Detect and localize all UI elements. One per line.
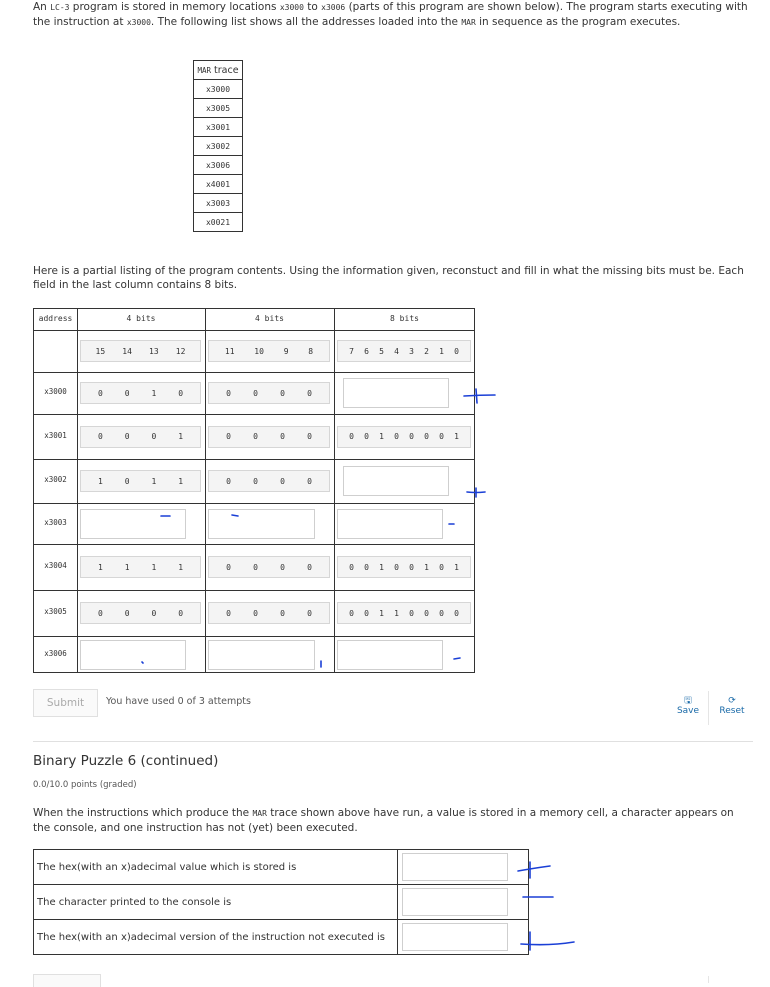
- bit-value: 0: [226, 562, 231, 572]
- divider: [708, 691, 709, 725]
- save-button[interactable]: [676, 696, 700, 716]
- question-not-executed: The hex(with an x)adecimal version of the instruction not executed is: [34, 920, 398, 955]
- lc3-label: LC-3: [50, 3, 70, 12]
- bit-value: 0: [439, 608, 444, 618]
- low-bits-input[interactable]: [337, 509, 443, 539]
- mar-trace-row: [194, 175, 243, 194]
- bit-value: 0: [280, 432, 285, 441]
- bit-value: 0: [151, 432, 157, 441]
- row-address: x3000: [44, 387, 67, 396]
- row-address: x3003: [44, 517, 67, 527]
- opcode-bits-input[interactable]: [80, 640, 186, 670]
- header-address: address: [38, 314, 73, 323]
- attempts-counter: You have used 0 of 3 attempts: [106, 696, 251, 707]
- bit-value: 8: [308, 346, 314, 356]
- bit-value: 1: [97, 562, 103, 572]
- bit-value: 15: [95, 346, 106, 356]
- mar-address: x0021: [194, 213, 243, 232]
- grid-divider: [34, 414, 474, 415]
- divider: [708, 976, 709, 983]
- bit-value: 0: [439, 432, 444, 441]
- bit-value: 0: [307, 608, 312, 618]
- bit-value: 1: [178, 562, 184, 572]
- bit-value: 0: [394, 432, 399, 441]
- grid-divider: [77, 309, 78, 672]
- bit-value: 1: [454, 432, 459, 441]
- question-row: [34, 920, 529, 955]
- mid-bits-input[interactable]: [208, 640, 315, 670]
- mar-address: x3003: [194, 194, 243, 213]
- not-executed-input[interactable]: [402, 923, 508, 951]
- opcode-bits: [80, 382, 201, 404]
- grid-divider: [34, 544, 474, 545]
- bit-value: 0: [226, 476, 231, 486]
- opcode-bits-input[interactable]: [80, 509, 186, 539]
- bit-value: 13: [149, 346, 159, 356]
- grid-divider: [34, 330, 474, 331]
- bit-positions-low: [337, 340, 471, 362]
- bit-value: 5: [379, 346, 384, 356]
- header-4bits-high: 4 bits: [126, 314, 156, 323]
- mar-trace-row: [194, 118, 243, 137]
- bit-value: 0: [424, 432, 429, 441]
- mar-trace-row: [194, 137, 243, 156]
- bit-value: 0: [439, 562, 444, 572]
- row-address: x3004: [44, 561, 67, 570]
- points-label: 0.0/10.0 points (graded): [33, 780, 137, 790]
- opcode-bits: [80, 470, 201, 492]
- mar-trace-row: [194, 80, 243, 99]
- submit-button[interactable]: Submit: [33, 689, 98, 717]
- end-address: x3006: [321, 3, 346, 12]
- mar-label: MAR: [252, 809, 267, 818]
- bit-value: 1: [151, 476, 157, 486]
- bit-value: 0: [307, 388, 312, 398]
- bit-value: 0: [124, 388, 130, 398]
- bit-value: 1: [151, 562, 157, 572]
- question-row: [34, 885, 529, 920]
- bit-value: 0: [253, 432, 258, 441]
- opcode-bits: [80, 602, 201, 624]
- bit-value: 0: [409, 608, 414, 618]
- mid-bits: [208, 382, 330, 404]
- bit-value: 0: [364, 608, 369, 618]
- low-bits: [337, 556, 471, 578]
- mar-address: x3002: [194, 137, 243, 156]
- mar-trace-row: [194, 213, 243, 232]
- bit-value: 14: [122, 346, 132, 356]
- bit-value: 0: [349, 432, 354, 441]
- bit-value: 0: [394, 562, 399, 572]
- bit-value: 0: [151, 608, 157, 618]
- bit-value: 0: [280, 608, 285, 618]
- bit-value: 0: [178, 608, 184, 618]
- bit-value: 0: [253, 388, 258, 398]
- bit-value: 3: [409, 346, 414, 356]
- bit-value: 0: [280, 562, 285, 572]
- question-stored-value: The hex(with an x)adecimal value which is stored is: [34, 850, 398, 885]
- stored-value-input[interactable]: [402, 853, 508, 881]
- save-label: Save: [676, 706, 700, 716]
- bit-value: 1: [454, 562, 459, 572]
- bit-value: 0: [454, 608, 459, 618]
- partial-listing-text: Here is a partial listing of the program contents. Using the information given, reconstuct and fill in what the missing bits must be. Each field in the last column contains 8 bits.: [33, 265, 744, 291]
- bit-value: 6: [364, 346, 369, 356]
- bit-value: 0: [97, 608, 103, 618]
- grid-divider: [34, 372, 474, 373]
- bit-value: 0: [253, 562, 258, 572]
- first-instruction-address: x3000: [126, 18, 151, 27]
- bit-positions-mid: [208, 340, 330, 362]
- bit-value: 1: [439, 346, 444, 356]
- bit-value: 0: [364, 432, 369, 441]
- bit-value: 11: [224, 346, 235, 356]
- bit-value: 2: [424, 346, 429, 356]
- intro-paragraph: An LC-3 program is stored in memory locations x3000 to x3006 (parts of this program are shown below). The program starts executing with the instruction at x3000. The following list shows all the addresses loaded into the MAR in sequence as the program executes.: [33, 1, 748, 28]
- bit-value: 0: [124, 432, 130, 441]
- save-icon: 🖫: [684, 696, 692, 706]
- mid-bits: [208, 470, 330, 492]
- header-8bits: 8 bits: [390, 314, 419, 323]
- mar-address: x3000: [194, 80, 243, 99]
- row-address: x3006: [44, 648, 67, 658]
- bit-value: 0: [97, 388, 103, 398]
- bit-value: 12: [175, 346, 186, 356]
- bit-value: 0: [280, 476, 285, 486]
- bit-value: 0: [280, 388, 285, 398]
- bit-value: 0: [349, 608, 354, 618]
- mid-bits: [208, 556, 330, 578]
- reset-label: Reset: [719, 706, 745, 716]
- program-grid: [33, 308, 475, 673]
- mid-bits-input[interactable]: [208, 509, 315, 539]
- mid-bits: [208, 426, 330, 448]
- low-bits-input[interactable]: [337, 640, 443, 670]
- bit-value: 0: [307, 562, 312, 572]
- bit-value: 0: [178, 388, 184, 398]
- bit-value: 1: [379, 562, 384, 572]
- grid-divider: [334, 309, 335, 672]
- grid-divider: [34, 636, 474, 637]
- grid-divider: [34, 590, 474, 591]
- submit-button-2[interactable]: [33, 974, 101, 987]
- mar-trace-header: MAR trace: [194, 61, 243, 80]
- bit-value: 1: [379, 432, 384, 441]
- bit-value: 0: [226, 432, 231, 441]
- bit-value: 1: [379, 608, 384, 618]
- mar-trace-table: [193, 60, 243, 232]
- row-address: x3002: [44, 475, 67, 484]
- bit-value: 1: [124, 562, 130, 572]
- section-divider: [33, 741, 753, 742]
- low-bits: [337, 426, 471, 448]
- mar-address: x3006: [194, 156, 243, 175]
- grid-divider: [34, 459, 474, 460]
- bit-value: 0: [349, 562, 354, 572]
- low-bits-input[interactable]: [343, 466, 449, 496]
- mar-trace-row: [194, 99, 243, 118]
- bit-value: 0: [409, 562, 414, 572]
- bit-value: 7: [349, 346, 354, 356]
- bit-value: 0: [307, 432, 312, 441]
- row-address: x3001: [44, 430, 67, 440]
- row-address: x3005: [44, 607, 67, 616]
- grid-divider: [34, 503, 474, 504]
- bit-value: 0: [124, 608, 130, 618]
- question-row: [34, 850, 529, 885]
- bit-value: 1: [178, 476, 184, 486]
- mar-address: x3001: [194, 118, 243, 137]
- mar-address: x4001: [194, 175, 243, 194]
- mid-bits: [208, 602, 330, 624]
- mar-address: x3005: [194, 99, 243, 118]
- bit-value: 1: [424, 562, 429, 572]
- bit-value: 1: [394, 608, 399, 618]
- bit-value: 0: [409, 432, 414, 441]
- questions-table: [33, 849, 529, 955]
- bit-value: 0: [124, 476, 130, 486]
- mar-label: MAR: [461, 18, 476, 27]
- reset-icon: ⟳: [728, 696, 736, 706]
- bit-value: 0: [97, 432, 103, 441]
- grid-divider: [205, 309, 206, 672]
- printed-char-input[interactable]: [402, 888, 508, 916]
- bit-value: 4: [394, 346, 399, 356]
- opcode-bits: [80, 426, 201, 448]
- bit-value: 0: [253, 476, 258, 486]
- header-4bits-mid: 4 bits: [255, 314, 284, 323]
- low-bits: [337, 602, 471, 624]
- mar-trace-row: [194, 156, 243, 175]
- low-bits-input[interactable]: [343, 378, 449, 408]
- question-printed-char: The character printed to the console is: [34, 885, 398, 920]
- bit-value: 0: [253, 608, 258, 618]
- bit-value: 1: [97, 476, 103, 486]
- mar-trace-row: [194, 194, 243, 213]
- bit-value: 0: [226, 608, 231, 618]
- bit-value: 0: [226, 388, 231, 398]
- bit-positions-high: [80, 340, 201, 362]
- reset-button[interactable]: [718, 696, 746, 716]
- bit-value: 1: [178, 432, 184, 441]
- bit-value: 0: [424, 608, 429, 618]
- bit-value: 9: [283, 346, 289, 356]
- problem-title: Binary Puzzle 6 (continued): [33, 753, 219, 769]
- pen-mark: [476, 389, 477, 403]
- bit-value: 10: [254, 346, 264, 356]
- bit-value: 0: [364, 562, 369, 572]
- bit-value: 0: [454, 346, 459, 356]
- bit-value: 1: [151, 388, 157, 398]
- opcode-bits: [80, 556, 201, 578]
- problem-description: When the instructions which produce the MAR trace shown above have run, a value is stored in a memory cell, a character appears on the console, and one instruction has not (yet) been executed.: [33, 807, 734, 834]
- start-address: x3000: [279, 3, 304, 12]
- bit-value: 0: [307, 476, 312, 486]
